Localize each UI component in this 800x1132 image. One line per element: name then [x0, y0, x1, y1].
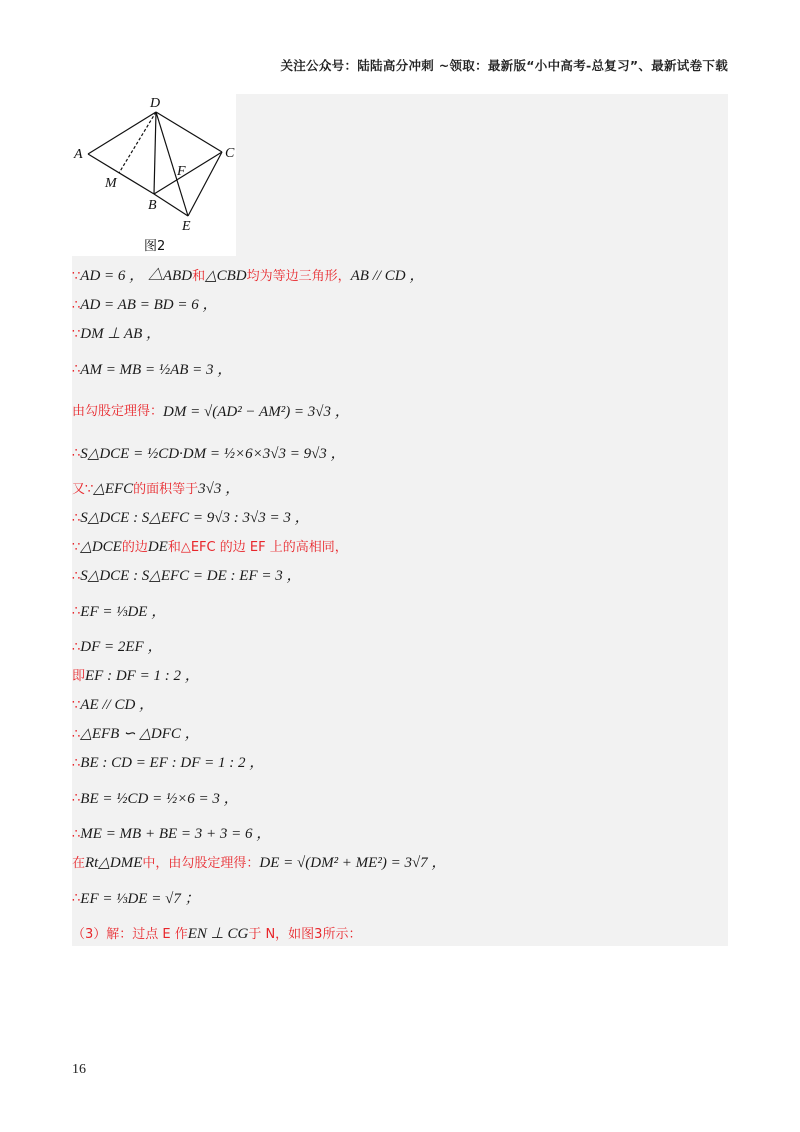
proof-line: [72, 749, 728, 778]
proof-line: [72, 320, 728, 349]
proof-text: 的面积等于: [133, 482, 199, 497]
proof-math: AM = MB = ½AB = 3 ，: [80, 362, 233, 378]
proof-text: 和△EFC 的边 EF 上的高相同，: [167, 540, 348, 555]
label-M: M: [105, 176, 117, 191]
proof-line: [72, 349, 728, 391]
proof-text: 在: [72, 856, 86, 871]
proof-math: Rt△DME: [85, 855, 143, 871]
proof-text: ∴: [72, 727, 81, 742]
proof-math: AD = AB = BD = 6 ，: [80, 297, 218, 313]
segment-DM: [119, 112, 156, 173]
proof-text: ∴: [72, 827, 81, 842]
proof-text: ∴: [72, 791, 81, 806]
segment-AB: [88, 154, 154, 194]
proof-math: AE // CD ，: [80, 697, 155, 713]
proof-line: [72, 878, 728, 920]
proof-lines: [72, 262, 728, 949]
segment-EC: [188, 152, 222, 216]
proof-math: AB // CD ，: [350, 268, 425, 284]
proof-line: [72, 475, 728, 504]
proof-math: △EFB ∽ △DFC ，: [80, 726, 200, 742]
proof-text: ∵: [72, 698, 81, 713]
proof-line: [72, 920, 728, 949]
proof-text: ∴: [72, 362, 81, 377]
proof-text: 和: [192, 269, 206, 284]
proof-math: S△DCE : S△EFC = DE : EF = 3 ，: [80, 568, 302, 584]
proof-line: [72, 504, 728, 533]
proof-math: DF = 2EF ，: [80, 639, 163, 655]
proof-math: DM ⊥ AB ，: [80, 326, 161, 342]
proof-text: ∵: [72, 540, 81, 555]
proof-line: [72, 662, 728, 691]
proof-text: 又∵: [72, 482, 94, 497]
proof-line: [72, 820, 728, 849]
proof-text: ∴: [72, 298, 81, 313]
label-D: D: [150, 96, 161, 111]
geometry-figure: [72, 94, 236, 256]
proof-math: △EFC: [93, 481, 134, 497]
page-header: 关注公众号：陆陆高分冲刺 ~领取：最新版“小中高考-总复习”、最新试卷下载: [280, 58, 728, 73]
proof-math: 3√3 ，: [198, 481, 241, 497]
proof-math: DM = √(AD² − AM²) = 3√3 ，: [163, 404, 350, 420]
proof-text: ∴: [72, 756, 81, 771]
proof-math: EF = ⅓DE ，: [80, 604, 167, 620]
proof-line: [72, 291, 728, 320]
proof-math: ME = MB + BE = 3 + 3 = 6 ，: [80, 826, 272, 842]
proof-text: 由勾股定理得：: [72, 404, 164, 419]
proof-math: EN ⊥ CG: [187, 926, 249, 942]
figure-caption: 图2: [144, 239, 166, 254]
proof-line: [72, 849, 728, 878]
proof-text: ∵: [72, 327, 81, 342]
segment-DA: [88, 112, 156, 154]
proof-text: 的边: [121, 540, 148, 555]
segment-BC: [154, 152, 222, 194]
label-F: F: [177, 164, 186, 179]
label-E: E: [182, 219, 191, 234]
geometry-diagram: [72, 94, 236, 256]
proof-text: 即: [72, 669, 86, 684]
proof-math: △DCE: [80, 539, 122, 555]
proof-line: [72, 433, 728, 475]
proof-line: [72, 262, 728, 291]
proof-math: △CBD: [205, 268, 247, 284]
proof-text: ∴: [72, 640, 81, 655]
proof-line: [72, 533, 728, 562]
proof-math: DE = √(DM² + ME²) = 3√7 ，: [259, 855, 447, 871]
proof-line: [72, 391, 728, 433]
proof-text: 均为等边三角形，: [246, 269, 351, 284]
proof-line: [72, 691, 728, 720]
proof-text: ∵: [72, 269, 81, 284]
proof-text: ∴: [72, 446, 81, 461]
proof-text: 于 N，如图3所示：: [248, 927, 362, 942]
label-C: C: [225, 146, 235, 161]
proof-line: [72, 562, 728, 591]
label-B: B: [148, 198, 157, 213]
proof-math: EF = ⅓DE = √7 ；: [80, 891, 200, 907]
proof-math: AD = 6 ， △ABD: [80, 268, 193, 284]
proof-text: （3）解：过点 E 作: [72, 927, 188, 942]
page-number: 16: [72, 1062, 86, 1077]
solution-content: [72, 94, 728, 946]
proof-line: [72, 720, 728, 749]
proof-text: ∴: [72, 511, 81, 526]
proof-line: [72, 633, 728, 662]
proof-math: S△DCE : S△EFC = 9√3 : 3√3 = 3 ，: [80, 510, 310, 526]
proof-math: EF : DF = 1 : 2 ，: [85, 668, 200, 684]
proof-math: DE: [147, 539, 168, 555]
proof-math: S△DCE = ½CD·DM = ½×6×3√3 = 9√3 ，: [80, 446, 346, 462]
proof-line: [72, 778, 728, 820]
proof-text: ∴: [72, 604, 81, 619]
proof-text: ∴: [72, 569, 81, 584]
label-A: A: [74, 147, 83, 162]
proof-math: BE : CD = EF : DF = 1 : 2 ，: [80, 755, 265, 771]
segment-DB: [154, 112, 156, 194]
proof-text: ∴: [72, 891, 81, 906]
segment-BE: [154, 194, 188, 216]
proof-text: 中，由勾股定理得：: [142, 856, 260, 871]
proof-math: BE = ½CD = ½×6 = 3 ，: [80, 791, 239, 807]
proof-line: [72, 591, 728, 633]
